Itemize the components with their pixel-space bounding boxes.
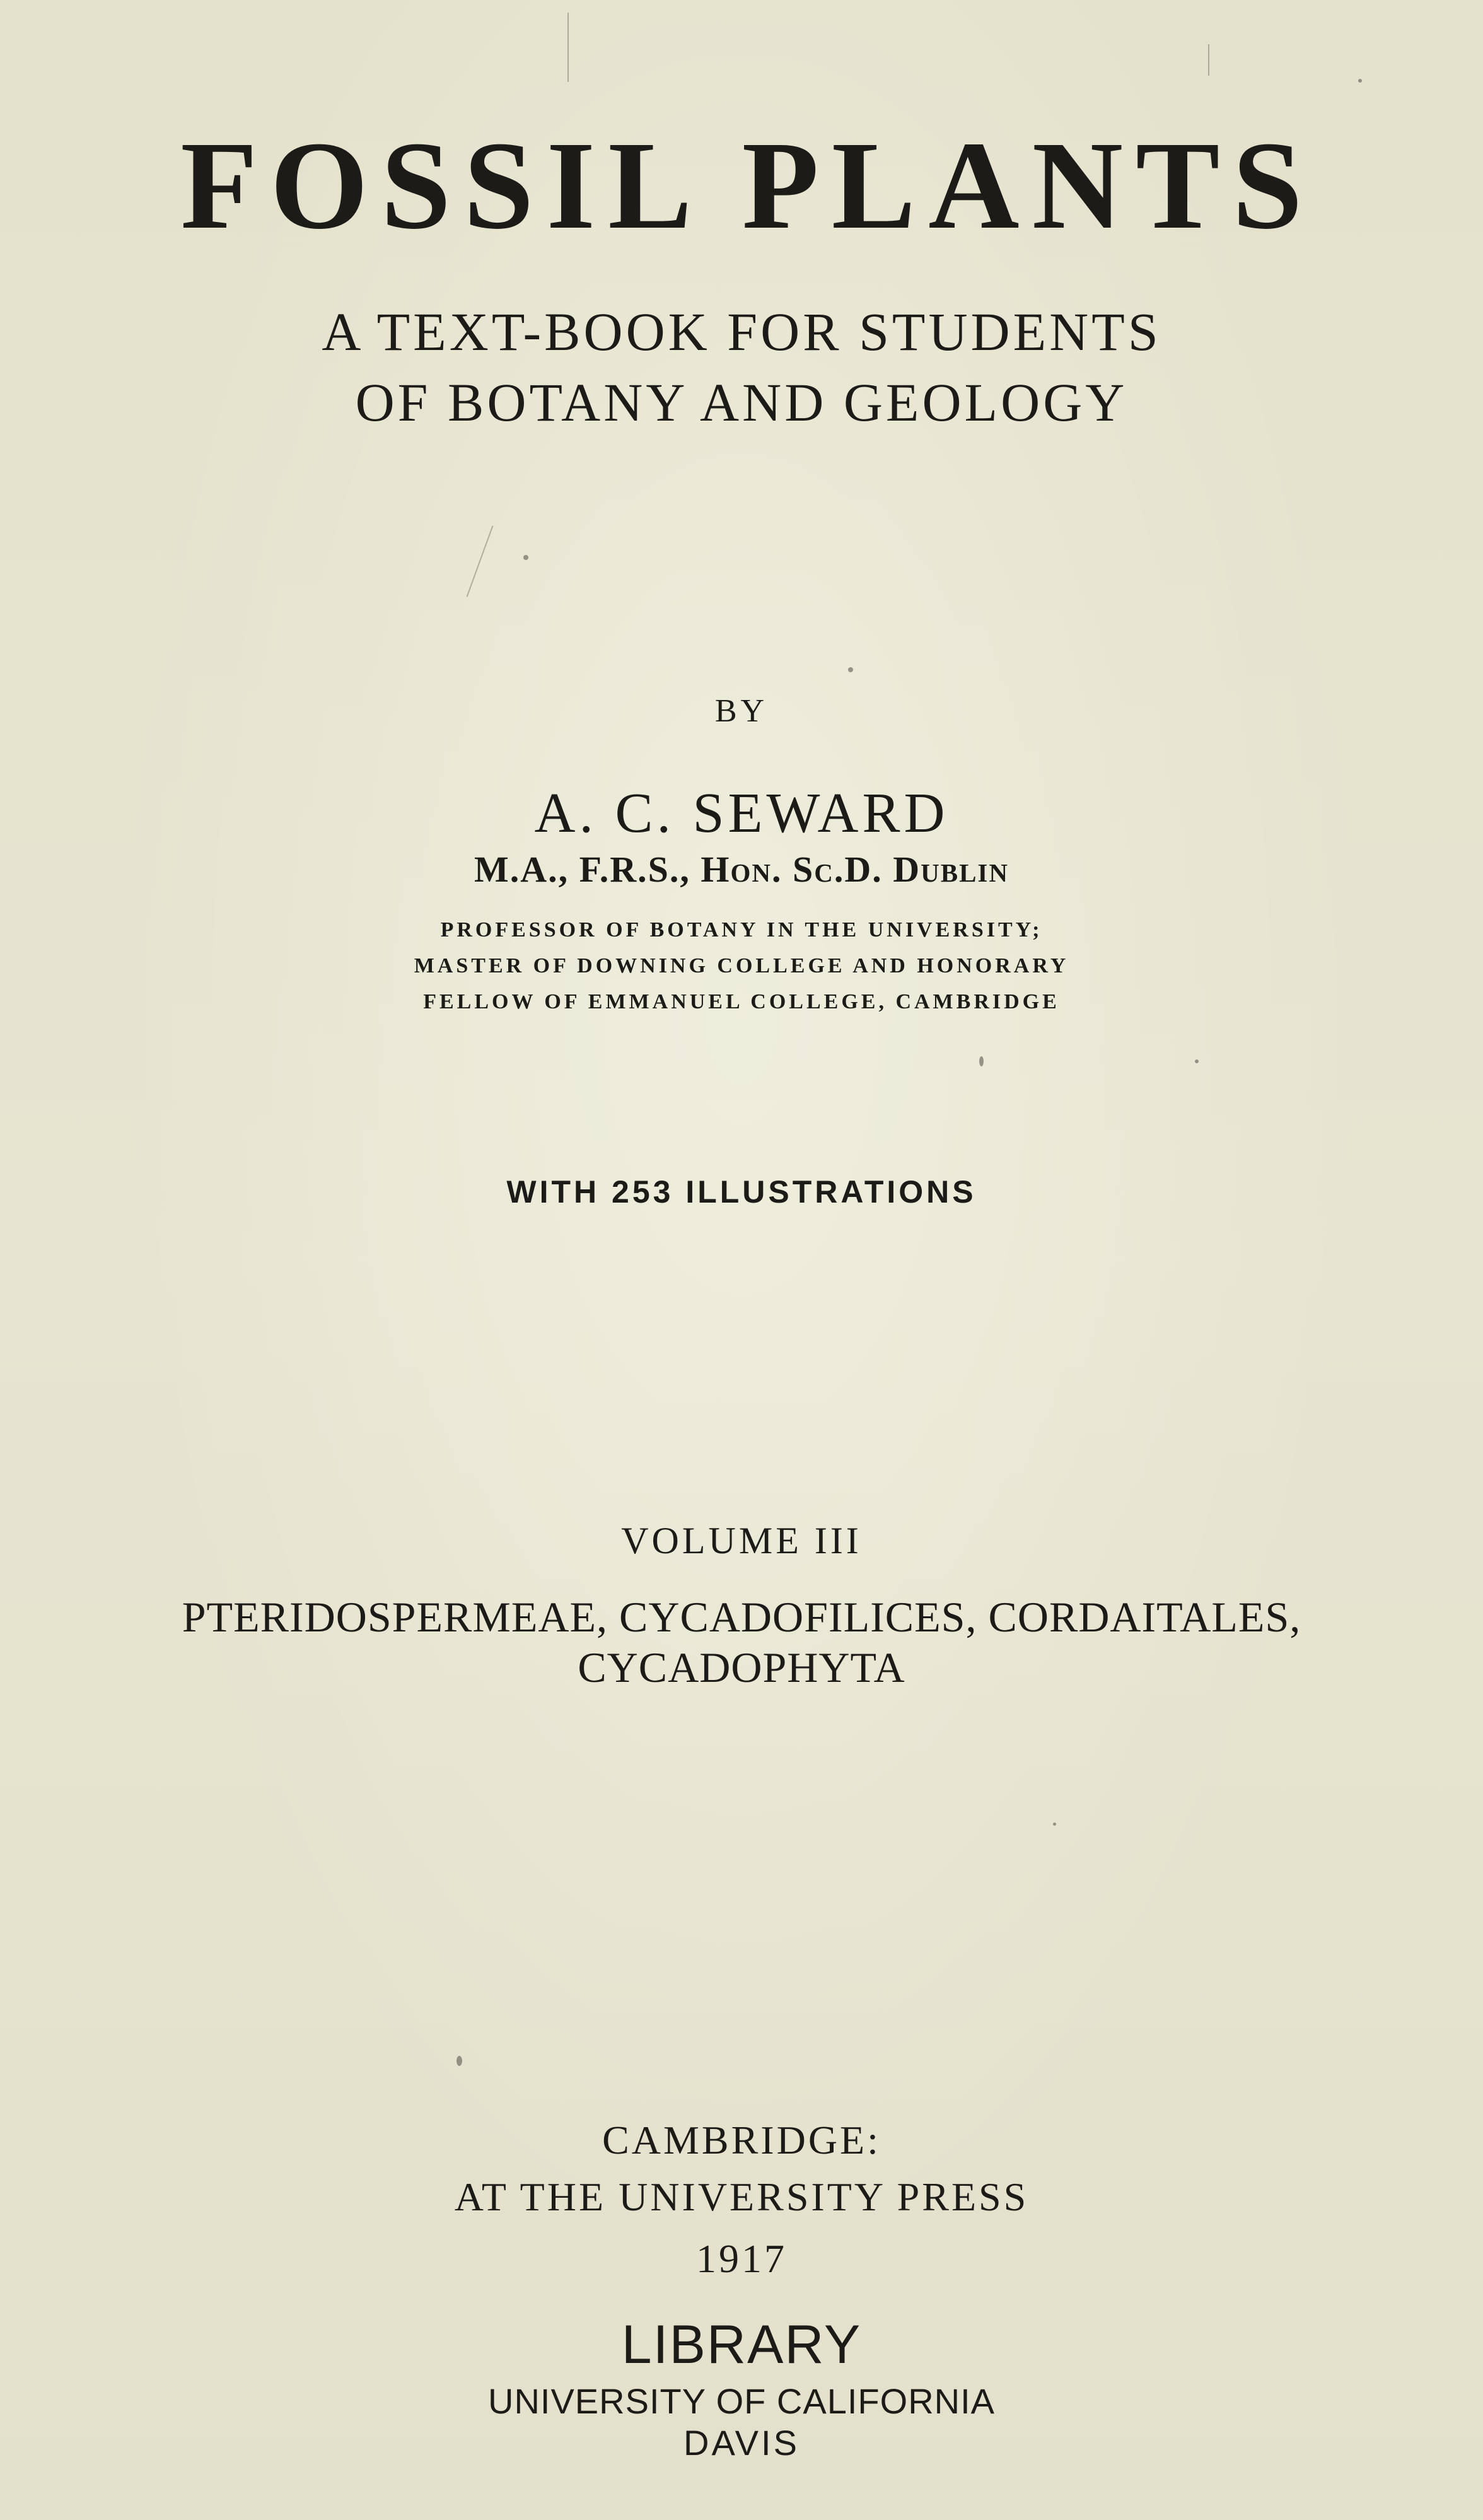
book-title: FOSSIL PLANTS xyxy=(180,116,1315,255)
author-affiliation-line-3: FELLOW OF EMMANUEL COLLEGE, CAMBRIDGE xyxy=(423,990,1060,1013)
volume-contents-line-1: PTERIDOSPERMEAE, CYCADOFILICES, CORDAITALES, xyxy=(182,1593,1301,1641)
library-stamp-institution: UNIVERSITY OF CALIFORNIA xyxy=(488,2381,995,2421)
publisher-city: CAMBRIDGE: xyxy=(602,2118,881,2162)
author-degrees: M.A., F.R.S., Hon. Sc.D. Dublin xyxy=(474,849,1009,890)
volume-contents-line-2: CYCADOPHYTA xyxy=(578,1643,905,1691)
paper-speck xyxy=(457,2056,462,2066)
paper-speck xyxy=(523,555,528,560)
paper-scratch-mark xyxy=(1208,44,1209,76)
paper-scratch-mark xyxy=(567,13,569,82)
paper-speck xyxy=(979,1056,984,1066)
volume-label: VOLUME III xyxy=(621,1520,862,1561)
paper-speck xyxy=(848,667,853,672)
paper-speck xyxy=(1358,79,1362,83)
illustrations-note: WITH 253 ILLUSTRATIONS xyxy=(506,1174,977,1210)
paper-scratch-mark xyxy=(467,525,494,597)
subtitle-line-1: A TEXT-BOOK FOR STUDENTS xyxy=(322,301,1161,362)
by-label: BY xyxy=(714,693,769,729)
author-affiliation-line-2: MASTER OF DOWNING COLLEGE AND HONORARY xyxy=(414,954,1069,977)
library-stamp-campus: DAVIS xyxy=(683,2423,800,2463)
paper-speck xyxy=(1053,1823,1056,1826)
publisher-name: AT THE UNIVERSITY PRESS xyxy=(454,2174,1029,2219)
paper-speck xyxy=(1195,1059,1199,1063)
author-affiliation-line-1: PROFESSOR OF BOTANY IN THE UNIVERSITY; xyxy=(440,918,1043,942)
library-stamp-title: LIBRARY xyxy=(621,2314,862,2375)
author-name: A. C. SEWARD xyxy=(534,782,949,844)
publication-year: 1917 xyxy=(696,2236,787,2281)
subtitle-line-2: OF BOTANY AND GEOLOGY xyxy=(355,372,1128,433)
